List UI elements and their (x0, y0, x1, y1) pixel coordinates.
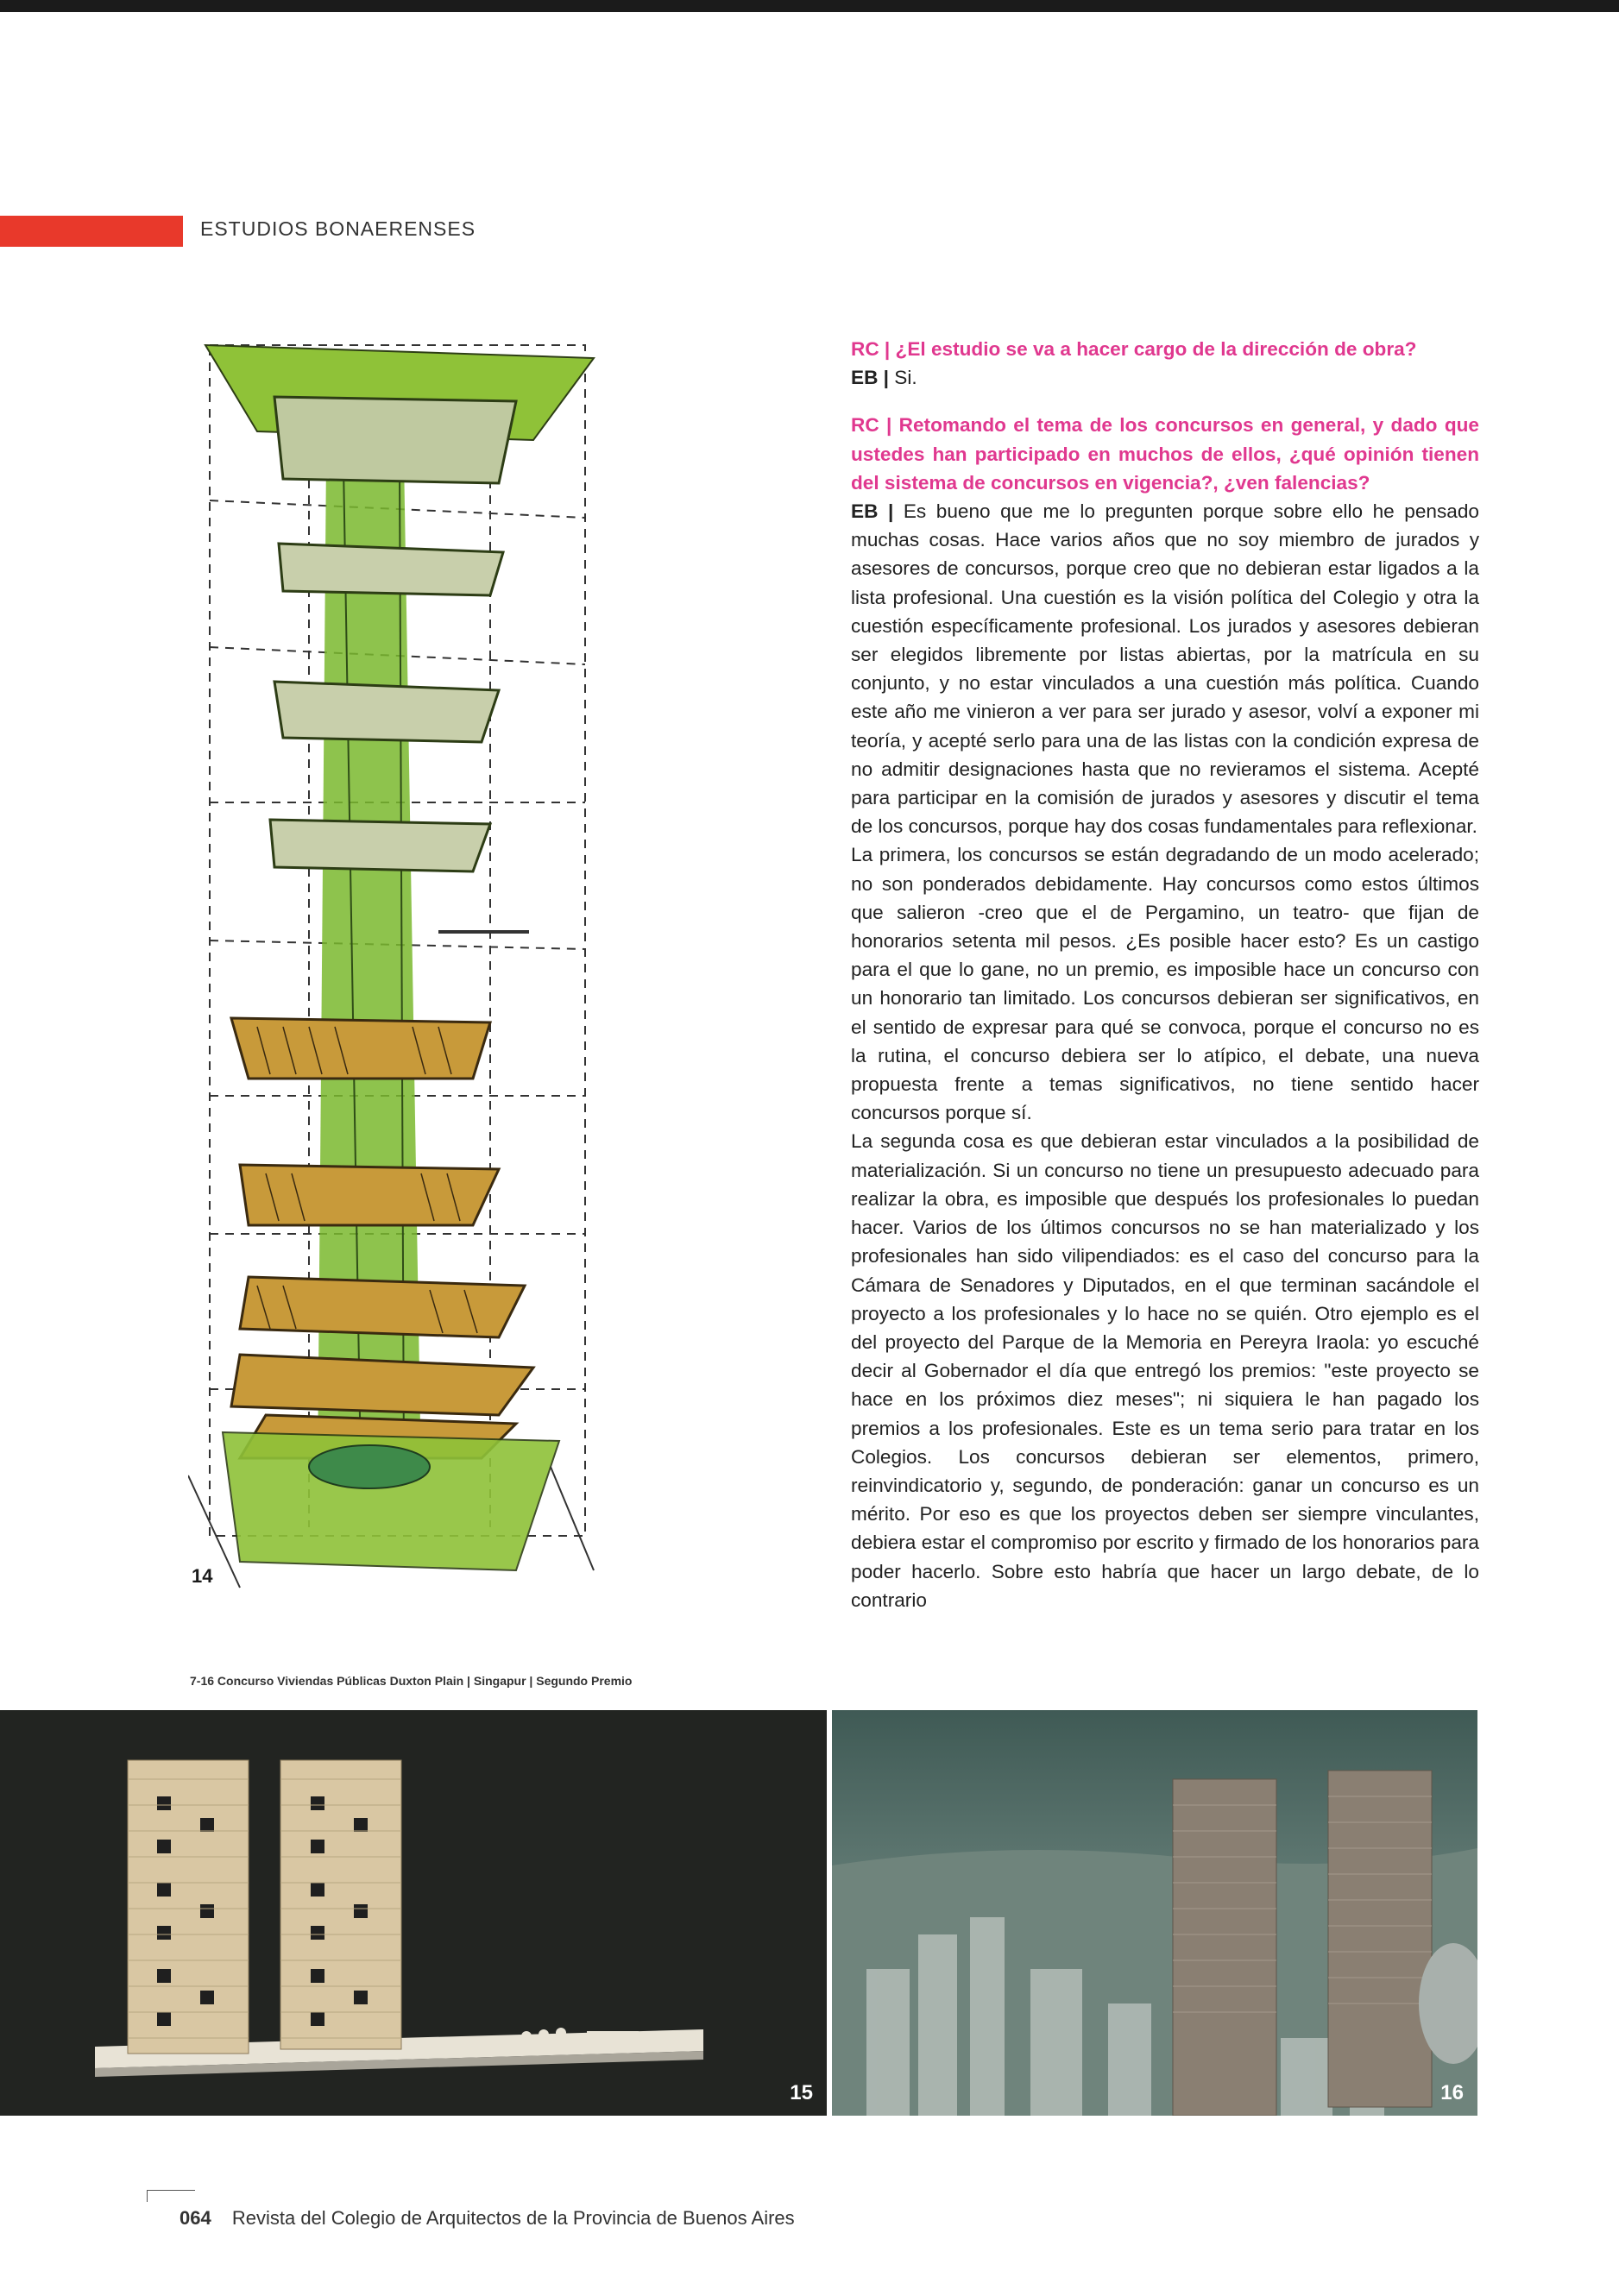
render-illustration (832, 1710, 1477, 2116)
section-color-tab (0, 216, 183, 247)
answer-text: Si. (894, 367, 917, 389)
page-footer (180, 2207, 795, 2230)
top-edge-bar (0, 0, 1619, 12)
figure-number-14: 14 (192, 1565, 213, 1587)
paragraph-second-point: La segunda cosa es que debieran estar vinculados a la posibilidad de materialización. Si un concurso no tiene un presupuesto adecuado para realizar la obra, es imposible que después los profesionales lo puedan hacer. Varios de los últimos concursos no se han materializado y los profesionales han sido vilipendiados: es el caso del concurso para la Cámara de Senadores y Diputados, en el que terminan sacándole el proyecto a los profesionales y lo hace no se quién. Otro ejemplo es el del proyecto del Parque de la Memoria en Pereyra Iraola: yo escuché decir al Gobernador el día que entregó los premios: "este proyecto se hace en los próximos diez meses"; ni siquiera le han pagado los premios a los profesionales. Este es un tema serio para tratar en los Colegios. Los concursos debieran ser elementos, primero, reinvindicatorio y, segundo, de ponderación: ganar un concurso es un mérito. Por eso es que los proyectos deben ser siempre vinculantes, debiera estar el compromiso por escrito y firmado de los honorarios para poder hacerlo. Sobre esto habría que hacer un largo debate, de lo contrario (851, 1130, 1479, 1611)
figure-number-16: 16 (1440, 2081, 1464, 2104)
answer-tag: EB | (851, 500, 894, 523)
question-tag: RC | (851, 338, 891, 360)
answer-text: Es bueno que me lo pregunten porque sobre ello he pensado muchas cosas. Hace varios años que no soy miembro de jurados y asesores de concursos, porque creo que no debieran estar ligados a la lista profesional. Una cuestión es la visión política del Colegio y otra la cuestión específicamente profesional. Los jurados y asesores debieran ser elegidos libremente por listas abiertas, por la matrícula en su conjunto, y no estar vinculados a una cuestión más política. Cuando este año me vinieron a ver para ser jurado y asesor, volví a exponer mi teoría, y acepté serlo para una de las listas con la condición expresa de no admitir designaciones hasta que no revieramos el sistema. Acepté para participar en la comisión de jurados y asesores y discutir el tema de los concursos, porque hay dos cosas fundamentales para reflexionar. (851, 500, 1479, 838)
answer-2 (851, 497, 1479, 840)
question-text: Retomando el tema de los concursos en general, y dado que ustedes han participado en muchos de ellos, ¿qué opinión tienen del sistema de concursos en vigencia?, ¿ven falencias? (851, 414, 1479, 494)
footer-rule-vertical (147, 2190, 148, 2202)
figure-number-15: 15 (790, 2081, 813, 2104)
model-illustration (0, 1710, 827, 2116)
interview-column (851, 335, 1479, 1614)
tower-sketch-figure (188, 319, 611, 1596)
page-number: 064 (180, 2207, 211, 2229)
answer-tag: EB | (851, 367, 889, 389)
paragraph-first-point: La primera, los concursos se están degradando de un modo acelerado; no son ponderados debidamente. Hay concursos como estos últimos que salieron -creo que el de Pergamino, un teatro- que fijan de honorarios setenta mil pesos. ¿Es posible hacer esto? Es un castigo para el que lo gane, no un premio, es imposible hace un concurso con un honorario tan limitado. Los concursos debieran ser significativos, en el sentido de expresar para qué se convoca, porque el concurso no es la rutina, el concurso debiera ser lo atípico, el debate, una nueva propuesta frente a temas significativos, no tiene sentido hacer concursos porque sí. (851, 844, 1479, 1124)
figure-caption: 7-16 Concurso Viviendas Públicas Duxton Plain | Singapur | Segundo Premio (190, 1674, 633, 1688)
section-label: ESTUDIOS BONAERENSES (200, 217, 476, 240)
city-render-photo (832, 1710, 1477, 2116)
model-photo (0, 1710, 827, 2116)
answer-1 (851, 363, 1479, 392)
question-tag: RC | (851, 414, 892, 437)
footer-rule-horizontal (147, 2190, 195, 2191)
journal-title: Revista del Colegio de Arquitectos de la Provincia de Buenos Aires (231, 2207, 795, 2229)
question-2 (851, 411, 1479, 497)
question-text: ¿El estudio se va a hacer cargo de la dirección de obra? (895, 338, 1417, 360)
question-1 (851, 335, 1479, 363)
